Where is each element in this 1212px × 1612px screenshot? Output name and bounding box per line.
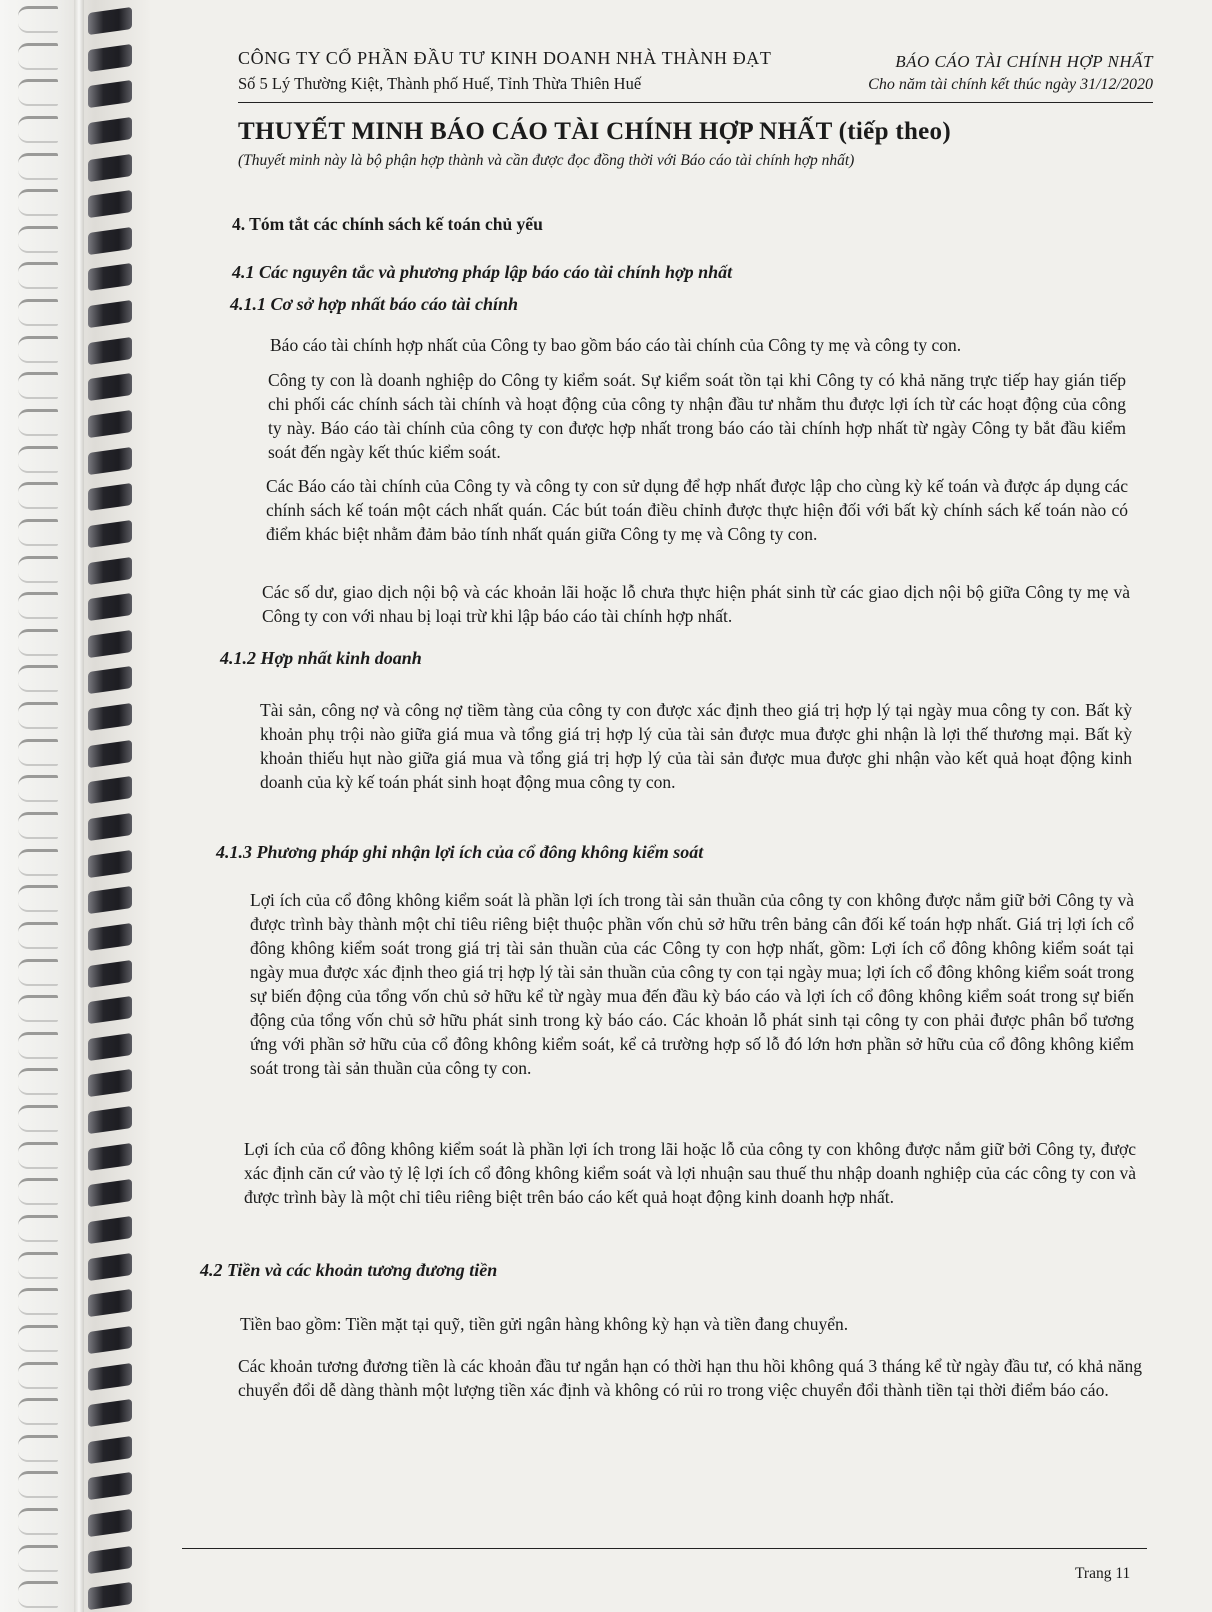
binding-ring-back xyxy=(18,885,58,912)
binding-ring-back xyxy=(18,79,58,106)
binding-ring-front xyxy=(88,337,132,365)
binding-ring-front xyxy=(88,190,132,218)
binding-ring-back xyxy=(18,409,58,436)
binding-ring-back xyxy=(18,1398,58,1425)
binding-ring-front xyxy=(88,520,132,548)
binding-ring-front xyxy=(88,1289,132,1317)
binding-ring-back xyxy=(18,556,58,583)
binding-ring-back xyxy=(18,116,58,143)
binding-ring-front xyxy=(88,593,132,621)
binding-ring-back xyxy=(18,1178,58,1205)
binding-ring-back xyxy=(18,1142,58,1169)
binding-ring-back xyxy=(18,1252,58,1279)
binding-ring-front xyxy=(88,1179,132,1207)
binding-ring-back xyxy=(18,995,58,1022)
binding-ring-back xyxy=(18,299,58,326)
binding-ring-front xyxy=(88,1509,132,1537)
binding-ring-front xyxy=(88,886,132,914)
binding-ring-back xyxy=(18,153,58,180)
document-subtitle: (Thuyết minh này là bộ phận hợp thành và cần được đọc đồng thời với Báo cáo tài chính hợp nhất) xyxy=(238,152,855,169)
binding-ring-back xyxy=(18,226,58,253)
binding-ring-front xyxy=(88,483,132,511)
section-4-1-2-heading: 4.1.2 Hợp nhất kinh doanh xyxy=(220,648,422,668)
binding-ring-back xyxy=(18,6,58,33)
binding-ring-back xyxy=(18,775,58,802)
paragraph: Tài sản, công nợ và công nợ tiềm tàng của công ty con được xác định theo giá trị hợp lý tại ngày mua công ty con. Bất kỳ khoản phụ trội nào giữa giá mua và tổng giá trị hợp lý của tài sản được mua được ghi nhận là lợi thế thương mại. Bất kỳ khoản thiếu hụt nào giữa giá mua và tổng giá trị hợp lý của tài sản được mua được ghi nhận vào kết quả hoạt động kinh doanh của kỳ kế toán phát sinh hoạt động mua công ty con. xyxy=(260,700,1132,792)
binding-ring-back xyxy=(18,1288,58,1315)
binding-ring-back xyxy=(18,1435,58,1462)
binding-ring-front xyxy=(88,410,132,438)
binding-ring-back xyxy=(18,812,58,839)
binding-ring-back xyxy=(18,446,58,473)
binding-ring-front xyxy=(88,923,132,951)
binding-ring-front xyxy=(88,1326,132,1354)
paragraph: Các Báo cáo tài chính của Công ty và công ty con sử dụng để hợp nhất được lập cho cùng kỳ kế toán và được áp dụng các chính sách kế toán một cách nhất quán. Các bút toán điều chỉnh được thực hiện đối với bất kỳ chính sách kế toán nào có điểm khác biệt nhằm đảm bảo tính nhất quán giữa Công ty mẹ và Công ty con. xyxy=(266,476,1128,544)
report-title: BÁO CÁO TÀI CHÍNH HỢP NHẤT xyxy=(895,52,1153,71)
binding-ring-front xyxy=(88,776,132,804)
binding-ring-back xyxy=(18,1105,58,1132)
binding-ring-back xyxy=(18,519,58,546)
binding-ring-back xyxy=(18,372,58,399)
binding-ring-front xyxy=(88,80,132,108)
binding-ring-front xyxy=(88,1362,132,1390)
binding-ring-back xyxy=(18,629,58,656)
paragraph: Công ty con là doanh nghiệp do Công ty kiểm soát. Sự kiểm soát tồn tại khi Công ty có khả năng trực tiếp hay gián tiếp chi phối các chính sách tài chính và hoạt động của công ty nhận đầu tư nhằm thu được lợi ích từ các hoạt động của công ty này. Báo cáo tài chính của công ty con được hợp nhất trong báo cáo tài chính hợp nhất từ ngày Công ty bắt đầu kiểm soát đến ngày kết thúc kiểm soát. xyxy=(268,370,1126,462)
binding-ring-front xyxy=(88,373,132,401)
binding-ring-back xyxy=(18,189,58,216)
binding-ring-front xyxy=(88,630,132,658)
page-number: Trang 11 xyxy=(1075,1565,1131,1582)
paragraph: Tiền bao gồm: Tiền mặt tại quỹ, tiền gửi ngân hàng không kỳ hạn và tiền đang chuyển. xyxy=(240,1314,849,1334)
binding-ring-front xyxy=(88,1472,132,1500)
binding-ring-front xyxy=(88,1546,132,1574)
binding-ring-back xyxy=(18,1581,58,1608)
binding-ring-front xyxy=(88,44,132,72)
binding-ring-back xyxy=(18,1215,58,1242)
binding-ring-back xyxy=(18,43,58,70)
binding-ring-front xyxy=(88,117,132,145)
binding-ring-back xyxy=(18,959,58,986)
section-4-1-1-heading: 4.1.1 Cơ sở hợp nhất báo cáo tài chính xyxy=(230,294,519,314)
binding-ring-back xyxy=(18,1325,58,1352)
binding-ring-front xyxy=(88,263,132,291)
binding-ring-front xyxy=(88,1106,132,1134)
binding-ring-back xyxy=(18,1032,58,1059)
report-period: Cho năm tài chính kết thúc ngày 31/12/2020 xyxy=(868,76,1153,93)
binding-ring-back xyxy=(18,849,58,876)
paragraph: Lợi ích của cổ đông không kiểm soát là phần lợi ích trong lãi hoặc lỗ của công ty con không được nắm giữ bởi Công ty, được xác định căn cứ vào tỷ lệ lợi ích cổ đông không kiểm soát và lợi nhuận sau thuế thu nhập doanh nghiệp của các công ty con và được trình bày là một chỉ tiêu riêng biệt trên báo cáo kết quả hoạt động kinh doanh hợp nhất. xyxy=(244,1139,1136,1207)
section-4-heading: 4. Tóm tắt các chính sách kế toán chủ yếu xyxy=(232,214,543,234)
binding-ring-front xyxy=(88,1033,132,1061)
binding-ring-front xyxy=(88,740,132,768)
footer-divider xyxy=(182,1548,1147,1549)
binding-ring-back xyxy=(18,336,58,363)
document-title: THUYẾT MINH BÁO CÁO TÀI CHÍNH HỢP NHẤT (tiếp theo) xyxy=(238,118,951,145)
binding-ring-back xyxy=(18,262,58,289)
binding-spine xyxy=(74,0,84,1612)
binding-ring-front xyxy=(88,300,132,328)
binding-ring-front xyxy=(88,1216,132,1244)
binding-ring-front xyxy=(88,1582,132,1610)
binding-ring-front xyxy=(88,1399,132,1427)
binding-ring-front xyxy=(88,703,132,731)
binding-ring-front xyxy=(88,996,132,1024)
binding-ring-front xyxy=(88,227,132,255)
binding-ring-back xyxy=(18,592,58,619)
paragraph: Lợi ích của cổ đông không kiểm soát là phần lợi ích trong tài sản thuần của công ty con không được nắm giữ bởi Công ty và được trình bày thành một chỉ tiêu riêng biệt thuộc phần vốn chủ sở hữu trên bảng cân đối kế toán hợp nhất. Giá trị lợi ích cổ đông không kiểm soát trong giá trị tài sản thuần của các Công ty con hợp nhất, gồm: Lợi ích cổ đông không kiểm soát tại ngày mua được xác định theo giá trị hợp lý tài sản thuần của công ty con tại ngày mua; lợi ích cổ đông không kiểm soát trong sự biến động của tổng vốn chủ sở hữu kể từ ngày mua đến đầu kỳ báo cáo và lợi ích cổ đông không kiểm soát trong sự biến động của tổng vốn chủ sở hữu phát sinh trong kỳ báo cáo. Các khoản lỗ phát sinh tại công ty con phải được phân bổ tương ứng với phần sở hữu của cổ đông không kiểm soát, kể cả trường hợp số lỗ đó lớn hơn phần sở hữu của cổ đông không kiểm soát trong tài sản thuần của công ty con. xyxy=(250,890,1134,1078)
binding-ring-front xyxy=(88,447,132,475)
binding-ring-front xyxy=(88,7,132,35)
binding-ring-back xyxy=(18,1508,58,1535)
paragraph: Các khoản tương đương tiền là các khoản đầu tư ngắn hạn có thời hạn thu hồi không quá 3 tháng kể từ ngày đầu tư, có khả năng chuyển đổi dễ dàng thành một lượng tiền xác định và không có rủi ro trong việc chuyển đổi thành tiền tại thời điểm báo cáo. xyxy=(238,1356,1142,1400)
binding-ring-back xyxy=(18,739,58,766)
page-header xyxy=(238,44,1153,103)
section-4-1-3-heading: 4.1.3 Phương pháp ghi nhận lợi ích của cổ đông không kiểm soát xyxy=(216,842,704,862)
binding-ring-back xyxy=(18,702,58,729)
binding-ring-front xyxy=(88,1143,132,1171)
binding-ring-back xyxy=(18,922,58,949)
binding-ring-front xyxy=(88,850,132,878)
paragraph: Các số dư, giao dịch nội bộ và các khoản lãi hoặc lỗ chưa thực hiện phát sinh từ các giao dịch nội bộ giữa Công ty mẹ và Công ty con với nhau bị loại trừ khi lập báo cáo tài chính hợp nhất. xyxy=(262,582,1130,626)
binding-ring-back xyxy=(18,482,58,509)
section-4-1-heading: 4.1 Các nguyên tắc và phương pháp lập báo cáo tài chính hợp nhất xyxy=(232,262,733,282)
spiral-binding xyxy=(0,0,150,1612)
binding-ring-back xyxy=(18,1471,58,1498)
binding-ring-front xyxy=(88,813,132,841)
binding-ring-front xyxy=(88,666,132,694)
company-name: CÔNG TY CỔ PHẦN ĐẦU TƯ KINH DOANH NHÀ THÀNH ĐẠT xyxy=(238,48,772,68)
paragraph: Báo cáo tài chính hợp nhất của Công ty bao gồm báo cáo tài chính của Công ty mẹ và công ty con. xyxy=(270,335,962,355)
section-4-2-heading: 4.2 Tiền và các khoản tương đương tiền xyxy=(200,1260,498,1280)
binding-ring-back xyxy=(18,1362,58,1389)
binding-ring-front xyxy=(88,1069,132,1097)
binding-ring-front xyxy=(88,153,132,181)
binding-ring-front xyxy=(88,1253,132,1281)
binding-ring-back xyxy=(18,1545,58,1572)
company-address: Số 5 Lý Thường Kiệt, Thành phố Huế, Tỉnh Thừa Thiên Huế xyxy=(238,74,642,93)
binding-ring-front xyxy=(88,1436,132,1464)
binding-ring-back xyxy=(18,665,58,692)
binding-ring-front xyxy=(88,556,132,584)
binding-ring-back xyxy=(18,1068,58,1095)
binding-ring-front xyxy=(88,959,132,987)
